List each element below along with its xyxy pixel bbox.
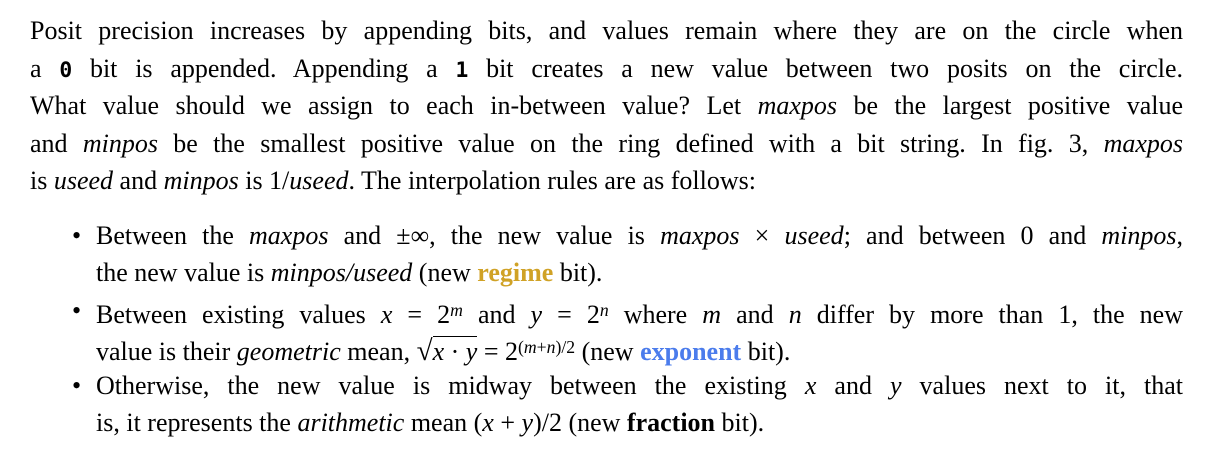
paragraph-line-2	[30, 50, 1183, 88]
text-fragment: minpos	[163, 166, 239, 195]
text-fragment: is 1/	[238, 166, 290, 195]
text-fragment: Between the	[96, 220, 250, 250]
text-fragment: and	[721, 299, 789, 329]
text-fragment: is	[30, 166, 54, 195]
text-fragment: useed	[784, 220, 844, 250]
rule-fraction-line-2	[96, 404, 1183, 442]
text-fragment: y	[521, 408, 534, 437]
text-fragment: 0	[59, 57, 73, 83]
text-fragment: ,	[1176, 220, 1183, 250]
text-fragment: y	[530, 299, 543, 329]
rule-exponent-text	[96, 292, 1183, 367]
text-fragment: be the smallest positive value on the ring defined with a bit string. In fig. 3,	[157, 128, 1104, 158]
text-fragment: value is their	[96, 337, 237, 366]
text-fragment: and ±∞, the new value is	[328, 220, 661, 250]
text-fragment: Otherwise, the new value is midway between the existing	[96, 370, 805, 400]
text-fragment: fraction	[626, 408, 716, 437]
rule-item-regime	[30, 217, 1183, 292]
text-fragment: n	[546, 337, 556, 357]
rule-exponent-line-2	[96, 329, 1183, 367]
rule-fraction-line-1	[96, 367, 1183, 405]
text-fragment: is, it represents the	[96, 408, 298, 437]
text-fragment: useed	[289, 166, 349, 195]
text-fragment: arithmetic	[297, 408, 405, 437]
text-fragment: x	[482, 408, 494, 437]
text-fragment: bit).	[715, 408, 765, 437]
text-fragment: m	[523, 337, 537, 357]
text-fragment: maxpos	[249, 220, 329, 250]
text-fragment: maxpos	[1103, 128, 1183, 158]
text-fragment: minpos	[1101, 220, 1177, 250]
text-fragment: = 2	[542, 299, 600, 329]
text-fragment: (	[518, 337, 524, 357]
text-fragment: m	[450, 299, 463, 320]
text-fragment: What value should we assign to each in-between value? Let	[30, 91, 758, 120]
text-fragment: minpos	[82, 128, 158, 158]
text-fragment: x	[432, 337, 445, 366]
text-fragment: be the largest positive value	[837, 91, 1183, 120]
bullet-icon: •	[72, 220, 82, 250]
text-fragment: differ by more than 1, the new	[801, 299, 1184, 329]
text-fragment: )/2	[555, 337, 576, 357]
text-fragment: +	[493, 408, 522, 437]
text-fragment: Between existing values	[96, 299, 381, 329]
text-fragment: exponent	[640, 337, 742, 366]
text-fragment: x	[380, 299, 393, 329]
text-fragment: ·	[444, 337, 466, 366]
text-fragment: minpos/useed	[270, 258, 413, 287]
text-fragment: (new	[412, 258, 478, 287]
text-fragment: +	[536, 337, 547, 357]
text-fragment: and	[462, 299, 531, 329]
paragraph-line-5	[30, 162, 1183, 200]
text-fragment: bit is appended. Appending a	[72, 53, 456, 83]
text-fragment: ; and between 0 and	[843, 220, 1102, 250]
text-fragment: x	[804, 370, 817, 400]
text-fragment: the new value is	[96, 258, 271, 287]
rule-item-fraction	[30, 367, 1183, 442]
text-fragment: y	[465, 337, 478, 366]
text-fragment: values next to it, that	[901, 370, 1184, 400]
text-fragment: geometric	[236, 337, 341, 366]
text-fragment: = 2	[477, 337, 518, 366]
intro-paragraph	[30, 12, 1183, 200]
rule-regime-line-1	[96, 217, 1183, 255]
text-fragment: Posit precision increases by appending bits, and values remain where they are on the circle when	[30, 16, 1183, 45]
rule-regime-line-2	[96, 254, 1183, 292]
paragraph-line-4	[30, 125, 1183, 163]
text-fragment: n	[788, 299, 802, 329]
text-fragment: = 2	[392, 299, 451, 329]
rule-regime-text	[96, 217, 1183, 292]
text-fragment: mean (	[404, 408, 483, 437]
rule-exponent-line-1	[96, 292, 1183, 330]
text-fragment: n	[599, 299, 609, 320]
text-fragment: bit).	[553, 258, 603, 287]
text-fragment: where	[608, 299, 703, 329]
text-fragment: . The interpolation rules are as follows:	[348, 166, 756, 195]
text-fragment: maxpos	[660, 220, 740, 250]
text-fragment: useed	[53, 166, 114, 195]
text-fragment: m	[702, 299, 722, 329]
text-fragment: regime	[477, 258, 554, 287]
text-fragment: y	[889, 370, 902, 400]
rule-item-exponent	[30, 292, 1183, 367]
text-fragment: and	[816, 370, 890, 400]
text-fragment: 1	[455, 57, 469, 83]
text-fragment: and	[30, 128, 83, 158]
paragraph-line-3	[30, 87, 1183, 125]
text-fragment: )/2 (new	[533, 408, 627, 437]
text-fragment: maxpos	[757, 91, 837, 120]
bullet-icon: •	[72, 295, 82, 325]
text-fragment: bit).	[741, 337, 791, 366]
text-fragment: a	[30, 53, 60, 83]
interpolation-rules-list	[30, 217, 1183, 442]
text-fragment: √	[416, 335, 433, 367]
bullet-icon: •	[72, 370, 82, 400]
paragraph-line-1	[30, 12, 1183, 50]
rule-fraction-text	[96, 367, 1183, 442]
text-fragment: bit creates a new value between two posits on the circle.	[468, 53, 1183, 83]
text-fragment: (new	[575, 337, 641, 366]
text-fragment: mean,	[340, 337, 417, 366]
text-fragment: ×	[739, 220, 785, 250]
text-fragment: and	[113, 166, 164, 195]
